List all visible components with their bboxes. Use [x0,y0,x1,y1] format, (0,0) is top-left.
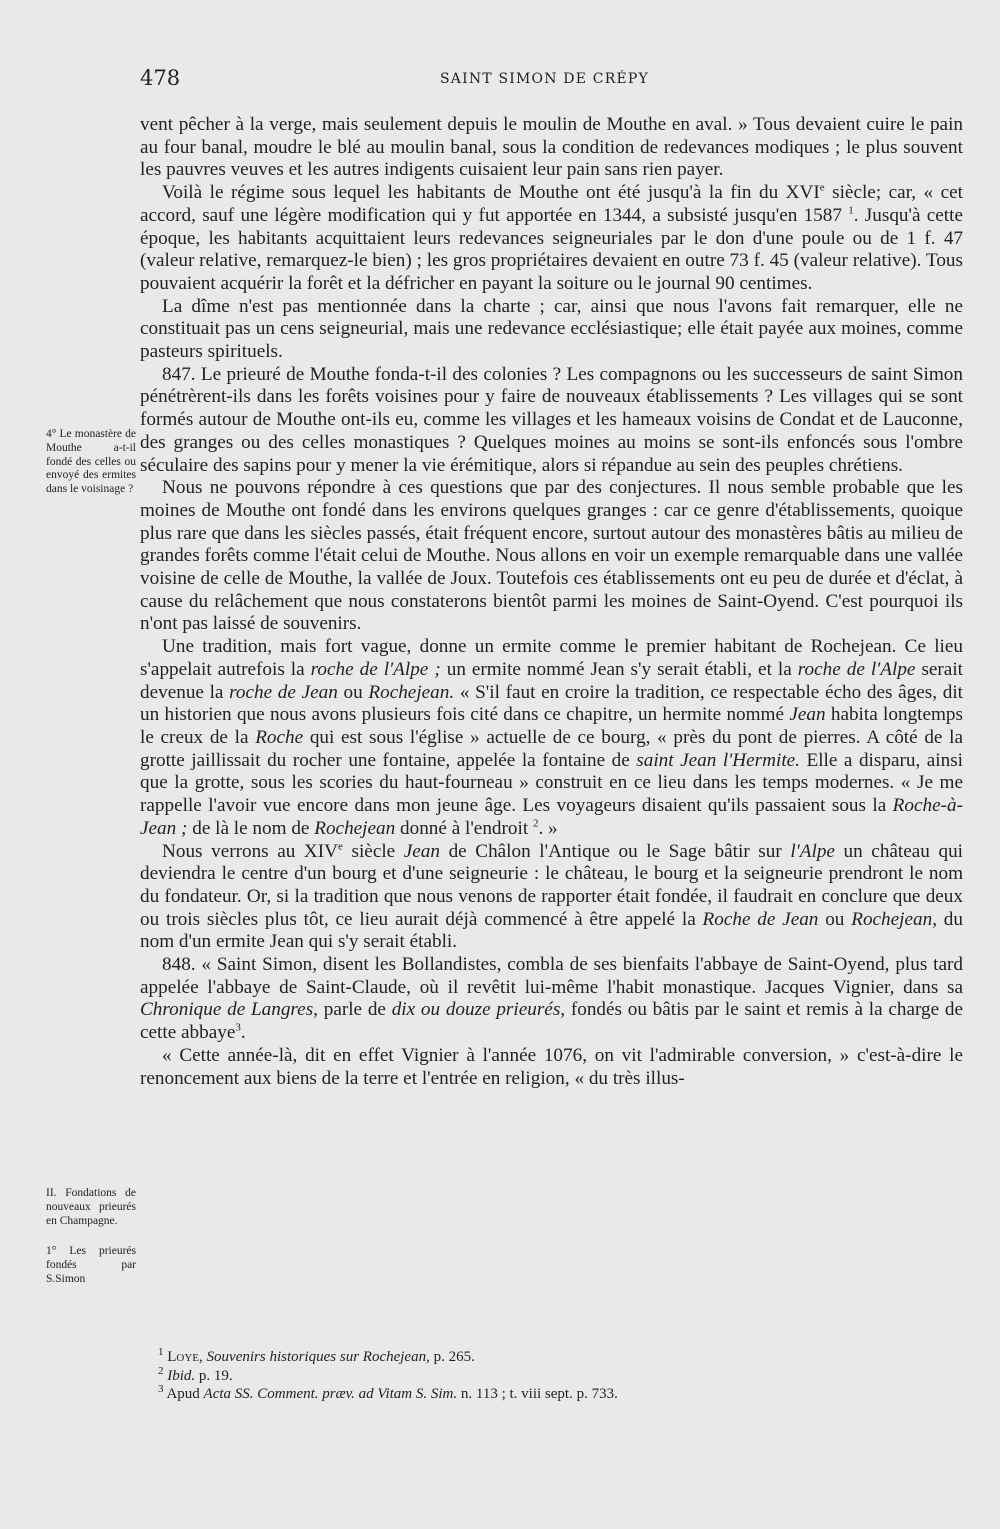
margin-note-monastery: 4° Le monastère de Mouthe a-t-il fondé des celles ou envoyé des ermites dans le voisinage ? [46,428,136,496]
paragraph: La dîme n'est pas mentionnée dans la charte ; car, ainsi que nous l'avons fait remarquer, elle ne constituait pas un cens seigneurial, mais une redevance ecclésiastique; elle était payée aux moines, comme pasteurs spirituels. [140,295,963,363]
footnote-ref: 1 [848,204,854,217]
footnotes [158,1348,938,1404]
footnote-1: $^1$ Loye, Souvenirs historiques sur Rochejean, p. 265. [158,1346,475,1365]
body-text [140,114,963,1090]
page-header [140,66,960,96]
footnote-ref: 2 [532,817,539,830]
paragraph: Voilà le régime sous lequel les habitants de Mouthe ont été jusqu'à la fin du XVIe siècle; car, « cet accord, sauf une légère modification qui y fut apportée en 1344, a subsisté jusqu'en 1587 $^1$. Jusqu'à cette époque, les habitants acquittaient leurs redevances seigneuriales par le don d'une poule ou de 1 f. 47 (valeur relative, remarquez-le bien) ; les gros propriétaires devaient en outre 73 f. 45 (valeur relative). Tous pouvaient acquérir la forêt et la défricher en payant la soiture ou le journal 90 centimes. [140,181,963,294]
paragraph: 847. Le prieuré de Mouthe fonda-t-il des colonies ? Les compagnons ou les successeurs de saint Simon pénétrèrent-ils dans les forêts voisines pour y faire de nouveaux établissements ? Les villages qui se sont formés autour de Mouthe ont-ils eu, comme les villages et les hameaux voisins de Condat et de Lauconne, des granges ou des celles monastiques ? Quelques moines au moins se sont-ils enfoncés sous l'ombre séculaire des sapins pour y mener la vie érémitique, alors si répandue au sein des peuples chrétiens. [140,363,963,476]
paragraph: vent pêcher à la verge, mais seulement depuis le moulin de Mouthe en aval. » Tous devaient cuire le pain au four banal, moudre le blé au moulin banal, sous la condition de redevances modiques ; le plus souvent les pauvres veuves et les autres indigents cuisaient leur pain sans rien payer. [140,114,963,181]
footnote-ref: 3 [235,1021,241,1034]
paragraph: 848. « Saint Simon, disent les Bollandistes, combla de ses bienfaits l'abbaye de Saint-Oyend, plus tard appelée l'abbaye de Saint-Claude, où il revêtit lui-même l'habit monastique. Jacques Vignier, dans sa Chronique de Langres, parle de dix ou douze prieurés, fondés ou bâtis par le saint et remis à la charge de cette abbaye$^3$. [140,954,963,1044]
footnote-2: $^2$ Ibid. p. 19. [158,1364,233,1384]
running-title: SAINT SIMON DE CRÉPY [440,71,649,87]
paragraph: Nous verrons au XIVe siècle Jean de Châlon l'Antique ou le Sage bâtir sur l'Alpe un château qui deviendra le centre d'un bourg et d'une seigneurie : le château, le bourg et la seigneurie prendront le nom du fondateur. Or, si la tradition que nous venons de rapporter était fondée, il faudrait en conclure que deux ou trois siècles plus tôt, ce lieu aurait déjà commencé à être appelé la Roche de Jean ou Rochejean, du nom d'un ermite Jean qui s'y serait établi. [140,840,963,953]
paragraph: Une tradition, mais fort vague, donne un ermite comme le premier habitant de Rochejean. Ce lieu s'appelait autrefois la roche de l'Alpe ; un ermite nommé Jean s'y serait établi, et la roche de l'Alpe serait devenue la roche de Jean ou Rochejean. « S'il faut en croire la tradition, ce respectable écho des âges, dit un historien que nous avons plusieurs fois cité dans ce chapitre, un hermite nommé Jean habita longtemps le creux de la Roche qui est sous l'église » actuelle de ce bourg, « près du pont de pierres. A côté de la grotte jaillissait du rocher une fontaine, appelée la fontaine de saint Jean l'Hermite. Elle a disparu, ainsi que la grotte, sous les scories du haut-fourneau » construit en ce lieu dans les temps modernes. « Je me rappelle l'avoir vue encore dans mon jeune âge. Les voyageurs disaient qu'ils passaient sous la Roche-à-Jean ; de là le nom de Rochejean donné à l'endroit $^2$. » [140,636,964,839]
page-number: 478 [140,66,181,90]
paragraph: Nous ne pouvons répondre à ces questions que par des conjectures. Il nous semble probable que les moines de Mouthe ont fondé dans les environs quelques granges : car ce genre d'établissements, quoique plus rare que dans les siècles passés, était fréquent encore, surtout autour des monastères bâtis au milieu de grandes forêts comme l'était celui de Mouthe. Nous allons en voir un exemple remarquable dans une vallée voisine de celle de Mouthe, la vallée de Joux. Toutefois ces établissements ont eu peu de durée et d'éclat, à cause du relâchement que nous constaterons bientôt parmi les moines de Saint-Oyend. C'est pourquoi ils n'ont pas laissé de souvenirs. [140,477,963,635]
margin-note-priories: 1° Les prieurés fondés par S.Simon [46,1245,136,1285]
paragraph: « Cette année-là, dit en effet Vignier à l'année 1076, on vit l'admirable conversion, » c'est-à-dire le renoncement aux biens de la terre et l'entrée en religion, « du très illus- [140,1044,963,1089]
margin-note-foundations: II. Fondations de nouveaux prieurés en Champagne. [46,1187,136,1227]
footnote-3: $^3$ Apud Acta SS. Comment. præv. ad Vitam S. Sim. n. 113 ; t. viii sept. p. 733. [158,1383,618,1402]
